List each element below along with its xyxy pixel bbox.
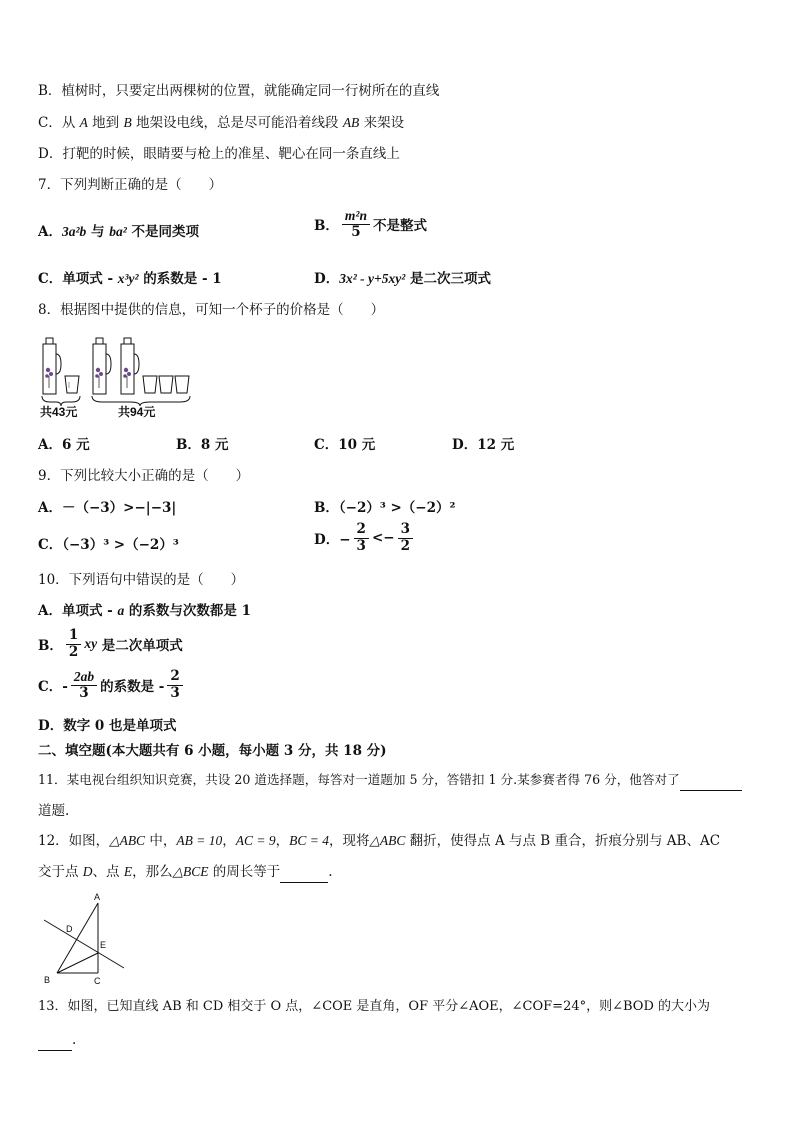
cup-icon — [175, 376, 189, 393]
q6-option-c: C．从 A 地到 B 地架设电线，总是尽可能沿着线段 AB 来架设 — [38, 115, 405, 131]
q7-option-c: C．单项式 - x³y² 的系数是 - 1 — [38, 271, 222, 287]
q12-line2: 交于点 D、点 E，那么△BCE 的周长等于 . — [38, 862, 333, 883]
cup-icon — [143, 376, 157, 393]
q12-answer-blank[interactable] — [280, 862, 328, 883]
q7-option-a: A．3a²b 与 ba² 不是同类项 — [38, 224, 199, 240]
q11-line2: 道题. — [38, 803, 70, 819]
q11-answer-blank[interactable] — [680, 770, 742, 791]
q8-figure — [38, 336, 198, 420]
point-c-label: C — [94, 976, 101, 986]
q10-c-fraction-2: $\frac{2}{3}$ — [167, 669, 182, 701]
q10-option-a: A．单项式 - a 的系数与次数都是 1 — [38, 603, 252, 619]
q10-b-fraction: $\frac{1}{2}$ — [66, 628, 81, 660]
q8-option-a: A．6 元 — [38, 437, 90, 453]
q9-option-d: D．− $\frac{2}{3}$ <− $\frac{3}{2}$ — [314, 522, 416, 554]
q9-option-c: C．（−3）³ >（−2）³ — [38, 537, 179, 553]
cup-icon — [65, 376, 79, 393]
q8-option-d: D．12 元 — [452, 437, 515, 453]
q13-answer-blank[interactable] — [38, 1030, 72, 1051]
q10-stem: 10．下列语句中错误的是（ ） — [38, 572, 245, 588]
thermos-icon — [121, 338, 139, 394]
section-heading: 二、填空题(本大题共有 6 小题，每小题 3 分，共 18 分) — [38, 743, 387, 759]
q9-option-b: B．（−2）³ >（−2）² — [314, 500, 456, 516]
point-d-label: D — [66, 924, 73, 934]
thermos-icon — [43, 338, 61, 394]
q7-option-b: B． $\frac{\text{m²n}}{5}$ 不是整式 — [314, 208, 427, 240]
thermos-icon — [93, 338, 111, 394]
point-e-label: E — [100, 940, 107, 950]
q13-line2: . — [38, 1030, 76, 1051]
q10-c-fraction-1: $\frac{2ab}{3}$ — [71, 669, 97, 701]
q7-option-d: D．3x² - y+5xy² 是二次三项式 — [314, 271, 491, 287]
q10-option-b: B． $\frac{1}{2}$ xy 是二次单项式 — [38, 627, 183, 660]
q12-line1: 12．如图，△ABC 中，AB = 10，AC = 9，BC = 4，现将△ABC 翻折，使得点 A 与点 B 重合，折痕分别与 AB、AC — [38, 833, 721, 849]
q7-stem: 7．下列判断正确的是（ ） — [38, 177, 223, 193]
point-a-label: A — [94, 892, 101, 902]
q6-option-d: D．打靶的时候，眼睛要与枪上的准星、靶心在同一条直线上 — [38, 146, 400, 162]
point-b-label: B — [44, 975, 51, 985]
q9-stem: 9．下列比较大小正确的是（ ） — [38, 468, 250, 484]
q9-d-fraction-1: $\frac{2}{3}$ — [354, 522, 369, 554]
q9-d-fraction-2: $\frac{3}{2}$ — [398, 522, 413, 554]
left-total-label: 共43元 — [40, 405, 78, 419]
q12-figure — [36, 890, 132, 990]
cup-icon — [159, 376, 173, 393]
q8-option-b: B．8 元 — [176, 437, 229, 453]
q7-b-fraction: $\frac{\text{m²n}}{5}$ — [342, 208, 370, 240]
right-total-label: 共94元 — [118, 405, 156, 419]
q9-option-a: A．－（−3）>−|−3| — [38, 500, 177, 516]
q10-option-d: D．数字 0 也是单项式 — [38, 718, 177, 734]
q13-line1: 13．如图，已知直线 AB 和 CD 相交于 O 点，∠COE 是直角，OF 平分∠AOE，∠COF=24°，则∠BOD 的大小为 — [38, 999, 711, 1014]
q8-option-c: C．10 元 — [314, 437, 376, 453]
q8-stem: 8．根据图中提供的信息，可知一个杯子的价格是（ ） — [38, 302, 385, 318]
q6-option-b: B．植树时，只要定出两棵树的位置，就能确定同一行树所在的直线 — [38, 83, 440, 99]
q10-option-c: C．- $\frac{2ab}{3}$ 的系数是 - $\frac{2}{3}$ — [38, 669, 186, 701]
q11-line1: 11．某电视台组织知识竞赛，共设 20 道选择题，每答对一道题加 5 分，答错扣 1 分.某参赛者得 76 分，他答对了 — [38, 770, 742, 791]
